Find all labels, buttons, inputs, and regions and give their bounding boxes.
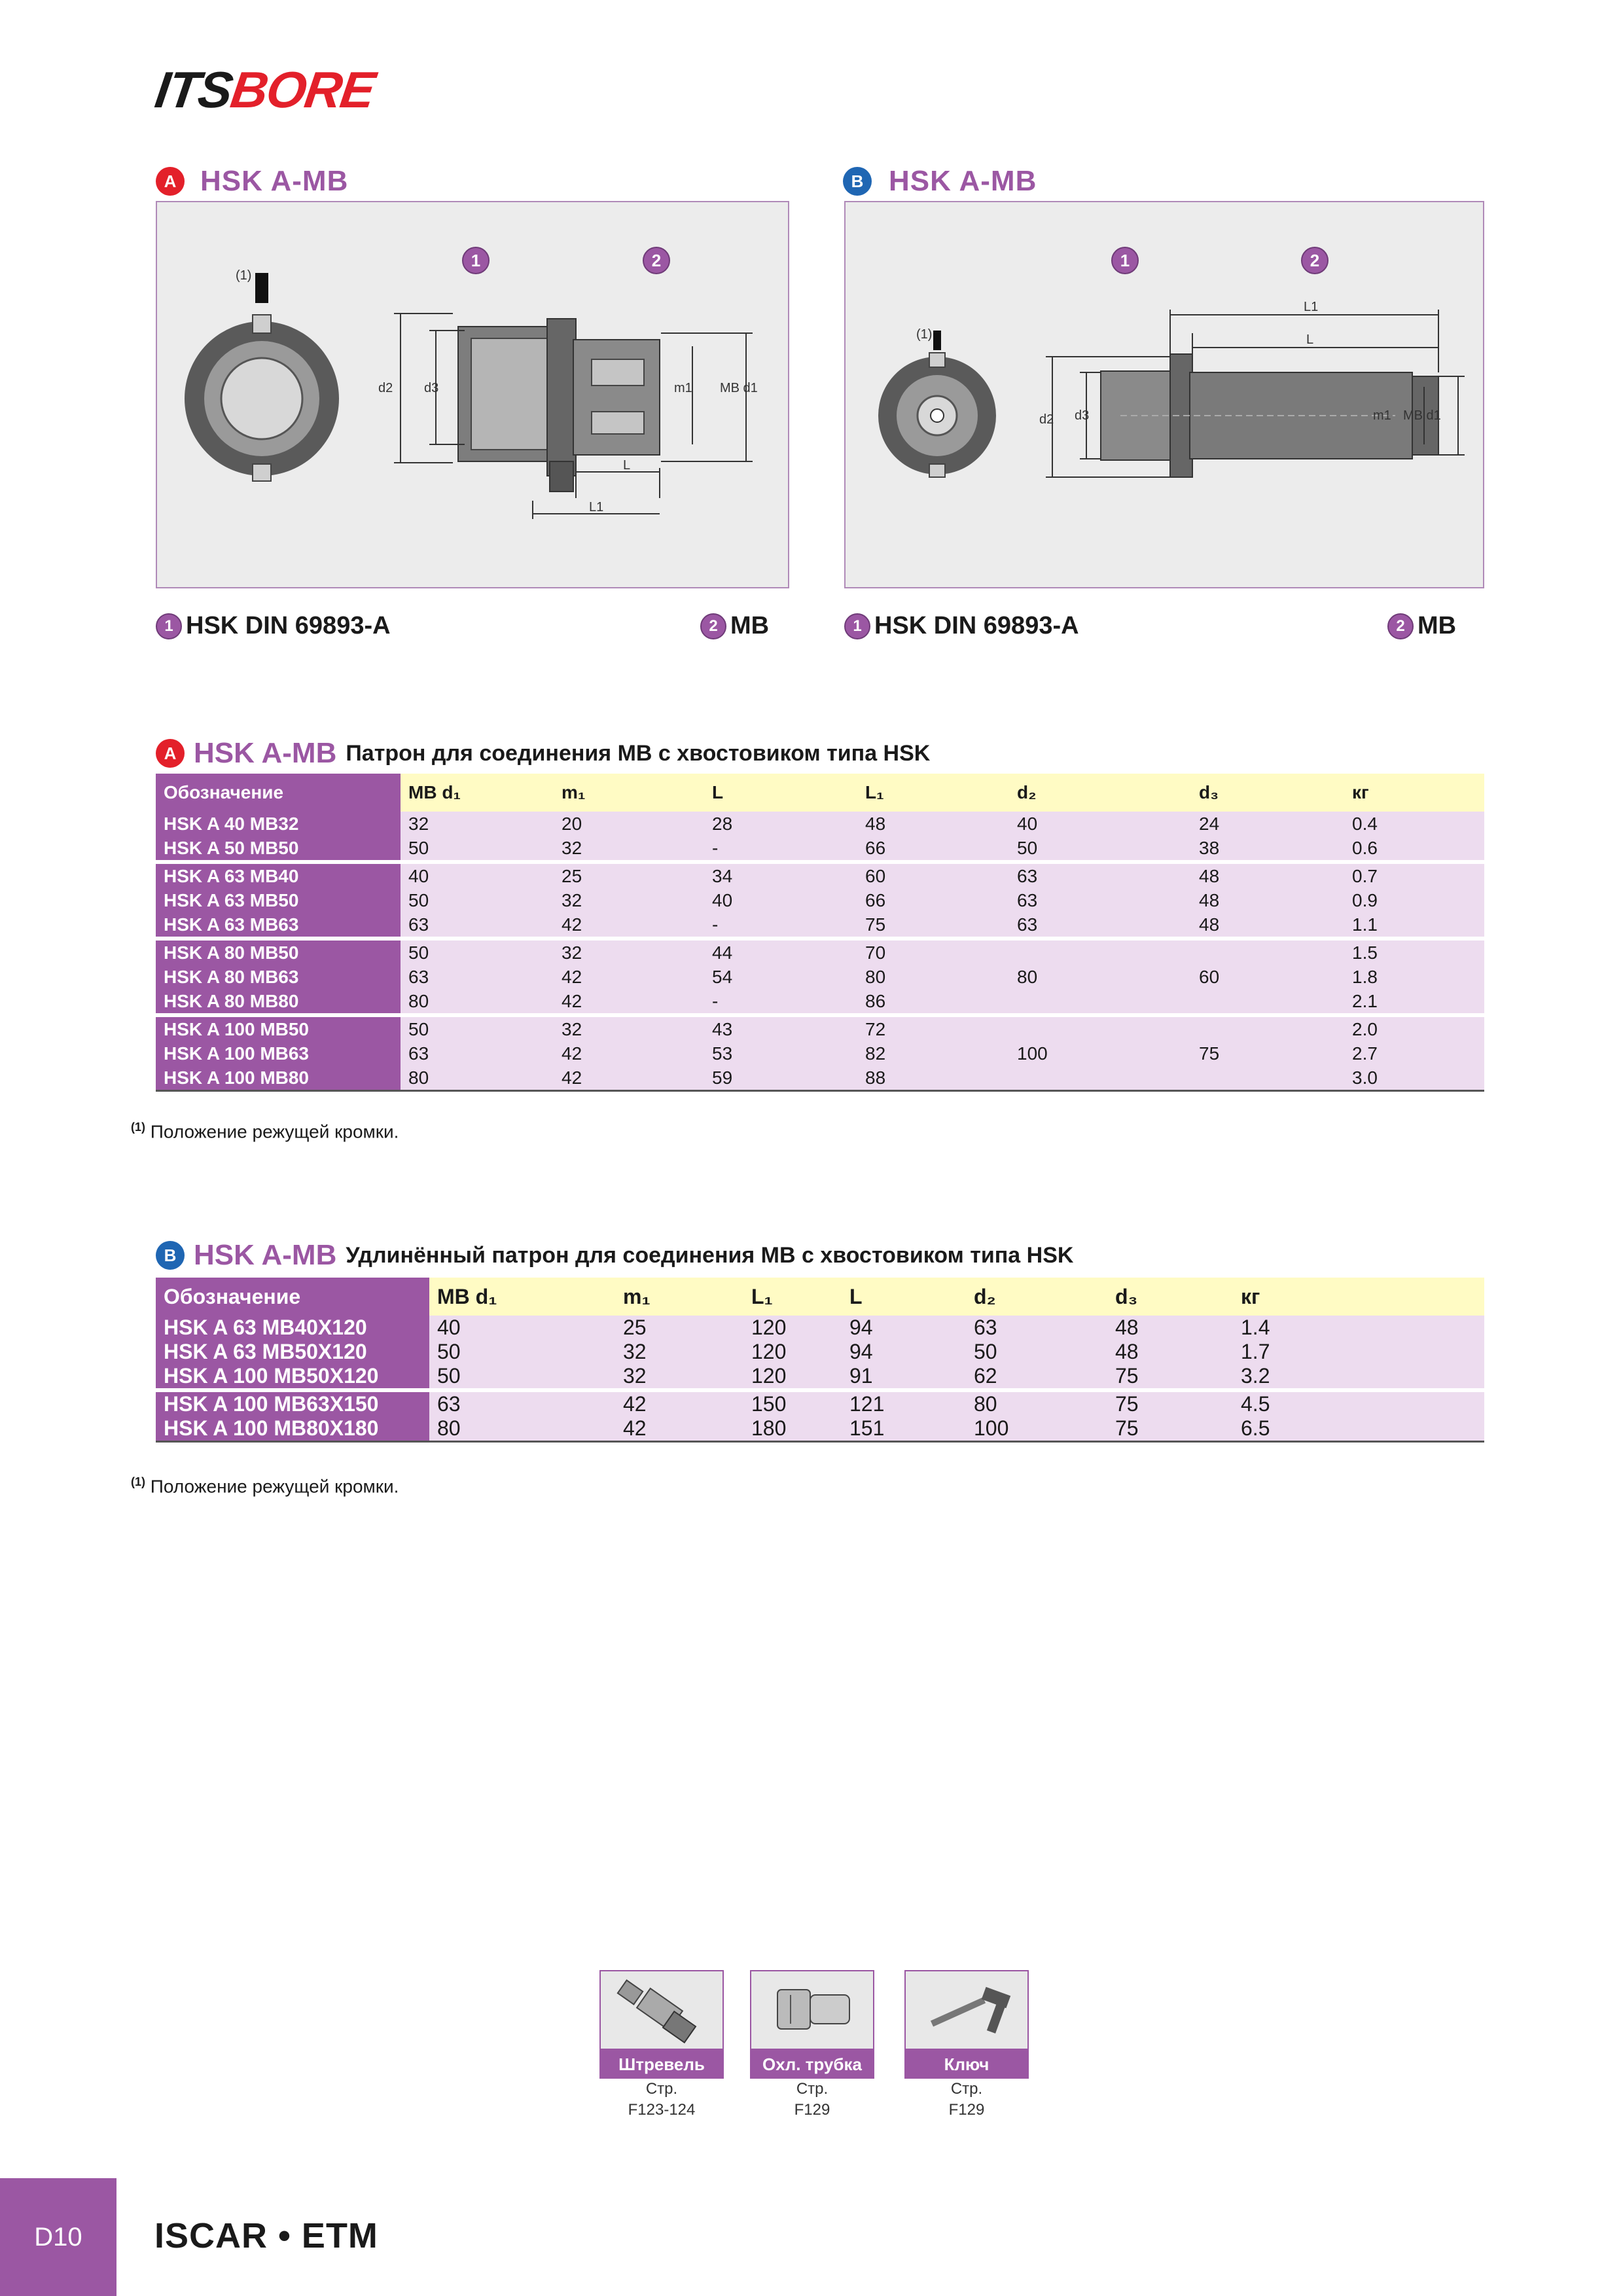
table-row [156, 1066, 1484, 1091]
value-cell: 48 [1107, 1316, 1233, 1340]
drawing-panel-b [844, 201, 1484, 588]
value-cell: 120 [743, 1316, 842, 1340]
table_b-header-cell: d₃ [1107, 1278, 1233, 1316]
panel-a-circle-2: 2 [643, 247, 670, 274]
value-cell: 91 [842, 1364, 966, 1390]
value-cell: 32 [554, 1015, 704, 1041]
designation-cell: HSK A 80 MB80 [156, 989, 401, 1015]
table-row [156, 1340, 1484, 1364]
value-cell: 42 [554, 989, 704, 1015]
panel-b-dim-m1: m1 [1373, 408, 1391, 423]
table-row [156, 862, 1484, 888]
value-cell: 70 [857, 939, 1009, 965]
panel-a-caption-left [156, 612, 391, 640]
value-cell: 42 [615, 1390, 743, 1416]
value-cell: 38 [1191, 836, 1344, 862]
page-number: D10 [0, 2178, 116, 2296]
value-cell: 48 [857, 812, 1009, 836]
value-cell: 40 [429, 1316, 615, 1340]
footer-brand: ISCAR • ETM [154, 2216, 378, 2255]
value-cell: 72 [857, 1015, 1009, 1041]
panel-a-dim-m1: m1 [674, 381, 692, 395]
table-a-footnote [131, 1121, 399, 1142]
panel-b-dim-mbd1: MB d1 [1403, 408, 1441, 423]
value-cell: 40 [704, 888, 857, 912]
value-cell: 6.5 [1233, 1416, 1484, 1442]
panel-a-front-view [185, 268, 339, 481]
designation-cell: HSK A 80 MB50 [156, 939, 401, 965]
table_b-header-cell: L [842, 1278, 966, 1316]
table-a-footnote-mark: (1) [131, 1121, 145, 1134]
panel-b-dim-l: L [1306, 332, 1314, 347]
value-cell: 180 [743, 1416, 842, 1442]
value-cell: 0.7 [1344, 862, 1484, 888]
value-cell: 48 [1191, 862, 1344, 888]
value-cell: - [704, 836, 857, 862]
spec-table-a [156, 774, 1484, 1092]
table_b-header-cell: кг [1233, 1278, 1484, 1316]
value-cell: 63 [1009, 888, 1191, 912]
value-cell: 34 [704, 862, 857, 888]
panel-a-caption-right [700, 612, 769, 640]
table-row [156, 1390, 1484, 1416]
value-cell: 66 [857, 836, 1009, 862]
value-cell [1009, 989, 1191, 1015]
table_a-header-cell: Обозначение [156, 774, 401, 812]
table_a-header-cell: кг [1344, 774, 1484, 812]
accessory-label-pull-stud: Штревель [599, 2050, 724, 2079]
table_a-header-row [156, 774, 1484, 812]
value-cell: 75 [1107, 1364, 1233, 1390]
value-cell: 24 [1191, 812, 1344, 836]
value-cell: 3.2 [1233, 1364, 1484, 1390]
table-row [156, 888, 1484, 912]
table-a-badge: A [156, 739, 185, 768]
caption-b-circle-1: 1 [844, 613, 870, 639]
value-cell: 50 [429, 1340, 615, 1364]
designation-cell: HSK A 63 MB63 [156, 912, 401, 939]
value-cell: - [704, 989, 857, 1015]
accessory-ref-prefix-pull-stud: Стр. [645, 2080, 678, 2098]
designation-cell: HSK A 100 MB50 [156, 1015, 401, 1041]
designation-cell: HSK A 100 MB80X180 [156, 1416, 429, 1442]
value-cell [1009, 939, 1191, 965]
value-cell: 42 [554, 912, 704, 939]
table-b-title: HSK A-MB [194, 1239, 337, 1271]
table-a-footnote-text: Положение режущей кромки. [150, 1121, 399, 1142]
value-cell: 54 [704, 965, 857, 989]
panel-b-caption-right [1387, 612, 1456, 640]
value-cell: 44 [704, 939, 857, 965]
designation-cell: HSK A 63 MB50X120 [156, 1340, 429, 1364]
value-cell: 150 [743, 1390, 842, 1416]
accessory-ref-pull-stud: F123-124 [628, 2101, 696, 2119]
table_b-header-cell: m₁ [615, 1278, 743, 1316]
value-cell: 48 [1191, 888, 1344, 912]
value-cell: 120 [743, 1340, 842, 1364]
value-cell: 50 [401, 1015, 554, 1041]
designation-cell: HSK A 63 MB40X120 [156, 1316, 429, 1340]
value-cell [1009, 1066, 1191, 1091]
panel-b-edge-marker: (1) [916, 327, 933, 342]
value-cell: 50 [401, 888, 554, 912]
table-b-footnote-text: Положение режущей кромки. [150, 1476, 399, 1497]
panel-b-circle-2: 2 [1301, 247, 1329, 274]
wrench-key-icon [904, 1970, 1029, 2050]
designation-cell: HSK A 50 MB50 [156, 836, 401, 862]
value-cell: 86 [857, 989, 1009, 1015]
panel-a-technical-drawing [157, 202, 788, 587]
value-cell: 28 [704, 812, 857, 836]
table_a-header-cell: d₃ [1191, 774, 1344, 812]
accessory-ref-prefix-coolant-tube: Стр. [796, 2080, 829, 2098]
value-cell: 80 [401, 989, 554, 1015]
value-cell: 50 [401, 836, 554, 862]
value-cell: 32 [554, 939, 704, 965]
panel-a-dim-l1: L1 [589, 500, 604, 514]
value-cell: 1.5 [1344, 939, 1484, 965]
value-cell: 80 [857, 965, 1009, 989]
value-cell: 48 [1191, 912, 1344, 939]
caption-b-circle-2: 2 [1387, 613, 1414, 639]
value-cell: 75 [1107, 1390, 1233, 1416]
table-row [156, 1416, 1484, 1442]
accessory-ref-coolant-tube: F129 [794, 2101, 830, 2119]
value-cell: 63 [1009, 862, 1191, 888]
caption-a-circle-2: 2 [700, 613, 726, 639]
accessory-pull-stud[interactable] [599, 1970, 724, 2121]
caption-a-hsk-standard: HSK DIN 69893-A [186, 612, 391, 639]
panel-b-circle-1: 1 [1111, 247, 1139, 274]
panel-a-dim-d2: d2 [378, 381, 393, 395]
table_b-header-cell: d₂ [966, 1278, 1107, 1316]
value-cell: 63 [966, 1316, 1107, 1340]
value-cell: 75 [857, 912, 1009, 939]
value-cell: 100 [1009, 1041, 1191, 1066]
designation-cell: HSK A 63 MB50 [156, 888, 401, 912]
value-cell: 100 [966, 1416, 1107, 1442]
value-cell [1191, 939, 1344, 965]
panel-a-edge-marker: (1) [236, 268, 252, 283]
value-cell: 50 [401, 939, 554, 965]
table-a-heading [156, 737, 930, 770]
value-cell [1009, 1015, 1191, 1041]
caption-a-circle-1: 1 [156, 613, 182, 639]
panel-b-front-view [878, 327, 996, 477]
table-row [156, 1041, 1484, 1066]
value-cell: 32 [401, 812, 554, 836]
panel-b-dim-d2: d2 [1039, 412, 1054, 427]
designation-cell: HSK A 100 MB80 [156, 1066, 401, 1091]
accessory-label-wrench-key: Ключ [904, 2050, 1029, 2079]
designation-cell: HSK A 100 MB50X120 [156, 1364, 429, 1390]
accessory-ref-prefix-wrench-key: Стр. [950, 2080, 983, 2098]
coolant-tube-icon [750, 1970, 874, 2050]
value-cell: 75 [1191, 1041, 1344, 1066]
table-row [156, 939, 1484, 965]
table-a-title: HSK A-MB [194, 737, 337, 769]
table-row [156, 965, 1484, 989]
value-cell: 50 [429, 1364, 615, 1390]
table-row [156, 1316, 1484, 1340]
section-a-title: HSK A-MB [200, 165, 349, 197]
value-cell [1191, 1015, 1344, 1041]
value-cell: 0.9 [1344, 888, 1484, 912]
value-cell: 63 [1009, 912, 1191, 939]
table_b-header-cell: MB d₁ [429, 1278, 615, 1316]
value-cell: 75 [1107, 1416, 1233, 1442]
brand-logo [152, 60, 378, 120]
designation-cell: HSK A 100 MB63X150 [156, 1390, 429, 1416]
caption-b-mb: MB [1418, 612, 1457, 639]
logo-part-bore: BORE [227, 61, 378, 118]
table-row [156, 812, 1484, 836]
table-b-heading [156, 1239, 1073, 1272]
table_b-header-cell: L₁ [743, 1278, 842, 1316]
panel-b-caption-left [844, 612, 1079, 640]
table_a-header-cell: MB d₁ [401, 774, 554, 812]
value-cell: 151 [842, 1416, 966, 1442]
value-cell: 94 [842, 1316, 966, 1340]
panel-b-technical-drawing [846, 202, 1483, 587]
table-b-subtitle: Удлинённый патрон для соединения MB с хвостовиком типа HSK [346, 1242, 1074, 1268]
value-cell: 66 [857, 888, 1009, 912]
table-b-footnote [131, 1475, 399, 1497]
value-cell: 25 [554, 862, 704, 888]
value-cell: 2.1 [1344, 989, 1484, 1015]
value-cell: 2.0 [1344, 1015, 1484, 1041]
value-cell: 50 [966, 1340, 1107, 1364]
table_a-header-cell: L [704, 774, 857, 812]
spec-table-b [156, 1278, 1484, 1443]
value-cell: 40 [401, 862, 554, 888]
value-cell: 32 [615, 1340, 743, 1364]
value-cell: 63 [401, 965, 554, 989]
value-cell: 59 [704, 1066, 857, 1091]
table-row [156, 1364, 1484, 1390]
value-cell: 20 [554, 812, 704, 836]
panel-b-dim-l1: L1 [1304, 300, 1319, 314]
value-cell: 88 [857, 1066, 1009, 1091]
value-cell: 62 [966, 1364, 1107, 1390]
value-cell: - [704, 912, 857, 939]
value-cell: 63 [401, 912, 554, 939]
value-cell: 80 [1009, 965, 1191, 989]
value-cell: 32 [554, 836, 704, 862]
accessory-ref-wrench-key: F129 [948, 2101, 985, 2119]
drawing-panel-a [156, 201, 789, 588]
value-cell: 1.4 [1233, 1316, 1484, 1340]
value-cell [1191, 989, 1344, 1015]
caption-a-mb: MB [730, 612, 770, 639]
value-cell: 80 [429, 1416, 615, 1442]
section-a-badge: A [156, 167, 185, 196]
table-a-subtitle: Патрон для соединения MB с хвостовиком типа HSK [346, 740, 931, 766]
value-cell: 120 [743, 1364, 842, 1390]
panel-a-circle-1: 1 [462, 247, 490, 274]
section-b-badge: B [843, 167, 872, 196]
value-cell: 1.7 [1233, 1340, 1484, 1364]
value-cell: 40 [1009, 812, 1191, 836]
value-cell: 42 [554, 1066, 704, 1091]
value-cell: 1.8 [1344, 965, 1484, 989]
value-cell: 42 [615, 1416, 743, 1442]
value-cell: 63 [401, 1041, 554, 1066]
designation-cell: HSK A 100 MB63 [156, 1041, 401, 1066]
value-cell: 80 [401, 1066, 554, 1091]
value-cell: 32 [554, 888, 704, 912]
value-cell: 32 [615, 1364, 743, 1390]
value-cell: 121 [842, 1390, 966, 1416]
value-cell: 42 [554, 965, 704, 989]
table_b-header-row [156, 1278, 1484, 1316]
value-cell: 0.6 [1344, 836, 1484, 862]
value-cell: 42 [554, 1041, 704, 1066]
panel-a-dim-l: L [623, 458, 631, 473]
value-cell: 53 [704, 1041, 857, 1066]
panel-a-dim-mbd1: MB d1 [720, 381, 758, 395]
caption-b-hsk-standard: HSK DIN 69893-A [874, 612, 1079, 639]
accessory-label-coolant-tube: Охл. трубка [750, 2050, 874, 2079]
value-cell: 2.7 [1344, 1041, 1484, 1066]
value-cell: 0.4 [1344, 812, 1484, 836]
table-row [156, 1015, 1484, 1041]
value-cell: 1.1 [1344, 912, 1484, 939]
value-cell: 43 [704, 1015, 857, 1041]
designation-cell: HSK A 80 MB63 [156, 965, 401, 989]
value-cell: 60 [857, 862, 1009, 888]
accessory-coolant-tube[interactable] [750, 1970, 874, 2121]
designation-cell: HSK A 63 MB40 [156, 862, 401, 888]
section-b-title: HSK A-MB [889, 165, 1037, 197]
table_a-header-cell: m₁ [554, 774, 704, 812]
panel-b-dim-d3: d3 [1075, 408, 1090, 423]
table-row [156, 912, 1484, 939]
value-cell: 94 [842, 1340, 966, 1364]
pull-stud-icon [599, 1970, 724, 2050]
value-cell: 82 [857, 1041, 1009, 1066]
value-cell: 50 [1009, 836, 1191, 862]
value-cell: 60 [1191, 965, 1344, 989]
table-b-badge: B [156, 1241, 185, 1270]
panel-a-dim-d3: d3 [424, 381, 439, 395]
table_a-header-cell: d₂ [1009, 774, 1191, 812]
table_b-header-cell: Обозначение [156, 1278, 429, 1316]
value-cell: 48 [1107, 1340, 1233, 1364]
table_a-header-cell: L₁ [857, 774, 1009, 812]
value-cell: 25 [615, 1316, 743, 1340]
table-row [156, 989, 1484, 1015]
table-b-footnote-mark: (1) [131, 1475, 145, 1488]
table-row [156, 836, 1484, 862]
designation-cell: HSK A 40 MB32 [156, 812, 401, 836]
value-cell: 63 [429, 1390, 615, 1416]
value-cell: 3.0 [1344, 1066, 1484, 1091]
value-cell: 4.5 [1233, 1390, 1484, 1416]
value-cell: 80 [966, 1390, 1107, 1416]
accessory-wrench-key[interactable] [904, 1970, 1029, 2121]
logo-part-its: ITS [151, 61, 236, 118]
value-cell [1191, 1066, 1344, 1091]
